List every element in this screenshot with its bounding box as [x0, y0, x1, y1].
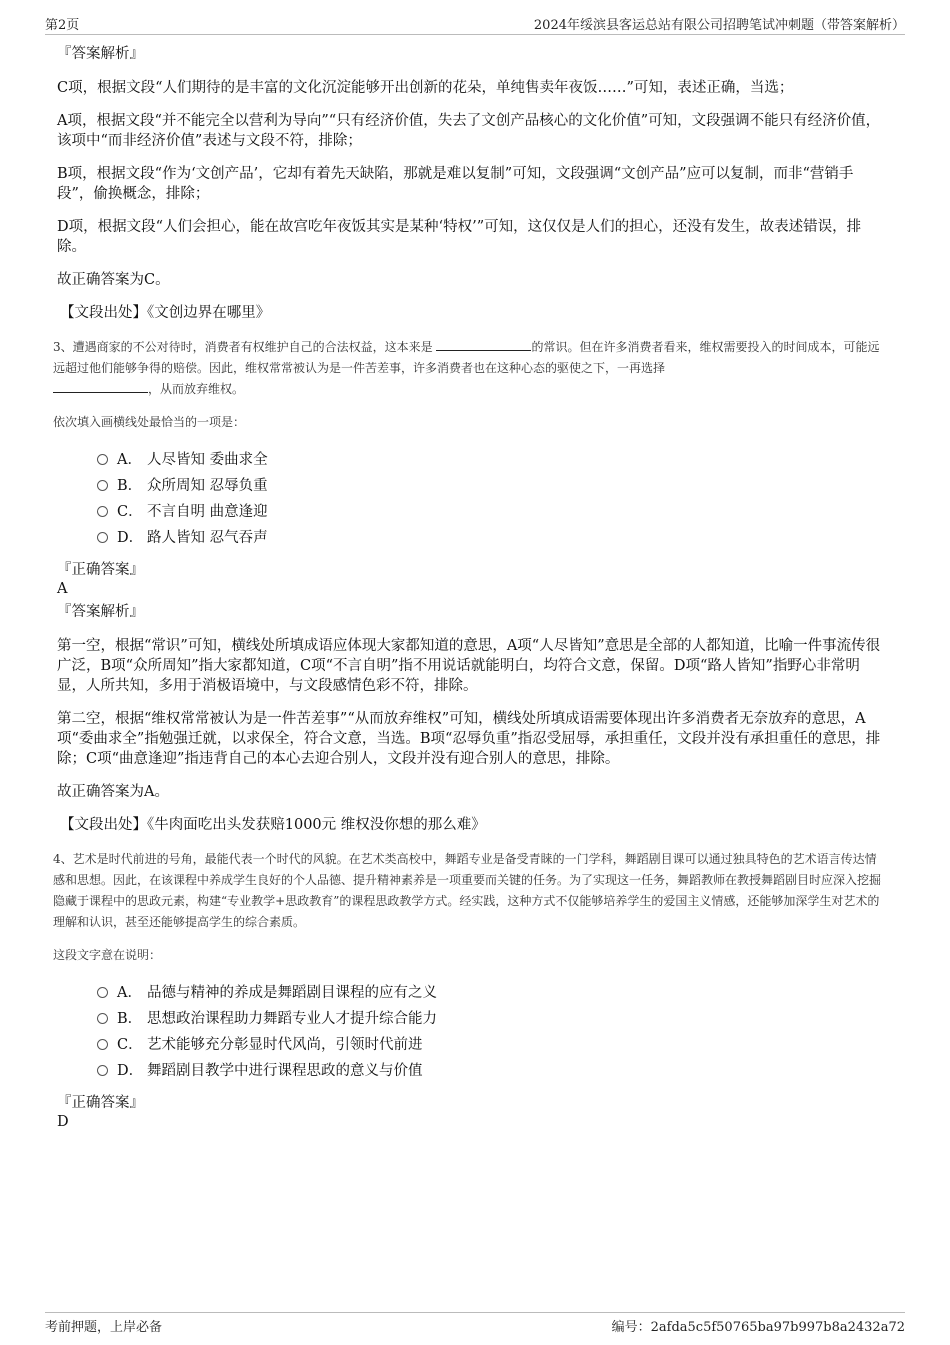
document-id: 编号：2afda5c5f50765ba97b997b8a2432a72	[611, 1320, 905, 1335]
radio-icon[interactable]	[97, 1039, 108, 1050]
option-a[interactable]: A． 人尽皆知 委曲求全	[97, 450, 887, 476]
answer-value: A	[57, 581, 68, 597]
radio-icon[interactable]	[97, 532, 108, 543]
analysis-paragraph: 第一空，根据“常识”可知，横线处所填成语应体现大家都知道的意思，A项“人尽皆知”意思是全部的人都知道，比喻一件事流传很广泛，B项“众所周知”指大家都知道，C项“不言自明”指不用说话就能明白，均符合文意，保留。D项“路人皆知”指野心非常明显，人所共知，多用于消极语境中，与文段感情色彩不符，排除。	[57, 638, 881, 694]
source: 【文段出处】《牛肉面吃出头发获赔1000元 维权没你想的那么难》	[60, 817, 486, 833]
document-title: 2024年绥滨县客运总站有限公司招聘笔试冲刺题（带答案解析）	[533, 18, 905, 33]
analysis-paragraph: D项，根据文段“人们会担心，能在故宫吃年夜饭其实是某种‘特权’”可知，这仅仅是人们的担心，还没有发生，故表述错误，排除。	[57, 219, 862, 255]
page-footer	[45, 1312, 905, 1337]
analysis-paragraph: 第二空，根据“维权常常被认为是一件苦差事”“从而放弃维权”可知，横线处所填成语需要体现出许多消费者无奈放弃的意思，A项“委曲求全”指勉强迁就，以求保全，符合文意，当选。B项“忍辱负重”指忍受屈辱，承担重任，文段并没有承担重任的意思，排除；C项“曲意逢迎”指违背自己的本心去迎合别人，文段并没有迎合别人的意思，排除。	[57, 711, 881, 767]
answer-label: 『正确答案』	[57, 1095, 144, 1111]
answer-value: D	[57, 1114, 69, 1130]
document-body	[53, 44, 887, 1135]
radio-icon[interactable]	[97, 454, 108, 465]
option-b[interactable]: B． 众所周知 忍辱负重	[97, 476, 887, 502]
question-4-prompt: 这段文字意在说明：	[53, 948, 162, 962]
radio-icon[interactable]	[97, 480, 108, 491]
question-3-options	[97, 450, 887, 554]
conclusion: 故正确答案为A。	[57, 784, 169, 800]
page-header	[45, 14, 905, 35]
question-3-stem: 3、遭遇商家的不公对待时，消费者有权维护自己的合法权益，这本来是 的常识。但在许多消费者看来，维权需要投入的时间成本，可能远远超过他们能够争得的赔偿。因此，维权常常被认为是一件苦差事，许多消费者也在这种心态的驱使之下，一再选择 ，从而放弃维权。	[53, 340, 880, 396]
option-c[interactable]: C． 不言自明 曲意逢迎	[97, 502, 887, 528]
question-4-stem: 4、艺术是时代前进的号角，最能代表一个时代的风貌。在艺术类高校中，舞蹈专业是备受青睐的一门学科，舞蹈剧目课可以通过独具特色的艺术语言传达情感和思想。因此，在该课程中养成学生良好的个人品德、提升精神素养是一项重要而关键的任务。为了实现这一任务，舞蹈教师在教授舞蹈剧目时应深入挖掘隐藏于课程中的思政元素，构建“专业教学+思政教育”的课程思政教学方式。经实践，这种方式不仅能够培养学生的爱国主义情感，还能够加深学生对艺术的理解和认识，甚至还能够提高学生的综合素质。	[53, 852, 882, 929]
question-4-options	[97, 983, 887, 1087]
question-3-prompt: 依次填入画横线处最恰当的一项是：	[53, 415, 246, 429]
option-d[interactable]: D． 舞蹈剧目教学中进行课程思政的意义与价值	[97, 1061, 887, 1087]
radio-icon[interactable]	[97, 506, 108, 517]
option-b[interactable]: B． 思想政治课程助力舞蹈专业人才提升综合能力	[97, 1009, 887, 1035]
analysis-label: 『答案解析』	[57, 46, 144, 62]
option-a[interactable]: A． 品德与精神的养成是舞蹈剧目课程的应有之义	[97, 983, 887, 1009]
analysis-paragraph: B项，根据文段“作为‘文创产品’，它却有着先天缺陷，那就是难以复制”可知，文段强调“文创产品”应可以复制，而非“营销手段”，偷换概念，排除；	[57, 166, 854, 202]
radio-icon[interactable]	[97, 987, 108, 998]
page-number: 第2页	[45, 18, 80, 33]
option-c[interactable]: C． 艺术能够充分彰显时代风尚，引领时代前进	[97, 1035, 887, 1061]
analysis-label: 『答案解析』	[57, 604, 144, 620]
footer-slogan: 考前押题，上岸必备	[45, 1320, 163, 1335]
answer-label: 『正确答案』	[57, 562, 144, 578]
option-d[interactable]: D． 路人皆知 忍气吞声	[97, 528, 887, 554]
source: 【文段出处】《文创边界在哪里》	[60, 305, 271, 321]
conclusion: 故正确答案为C。	[57, 272, 170, 288]
radio-icon[interactable]	[97, 1013, 108, 1024]
analysis-paragraph: A项，根据文段“并不能完全以营利为导向”“只有经济价值，失去了文创产品核心的文化价值”可知，文段强调不能只有经济价值，该项中“而非经济价值”表述与文段不符，排除；	[57, 113, 881, 149]
analysis-paragraph: C项，根据文段“人们期待的是丰富的文化沉淀能够开出创新的花朵，单纯售卖年夜饭……”可知，表述正确，当选；	[57, 80, 794, 96]
blank-1	[436, 338, 531, 351]
blank-2	[53, 380, 148, 393]
radio-icon[interactable]	[97, 1065, 108, 1076]
